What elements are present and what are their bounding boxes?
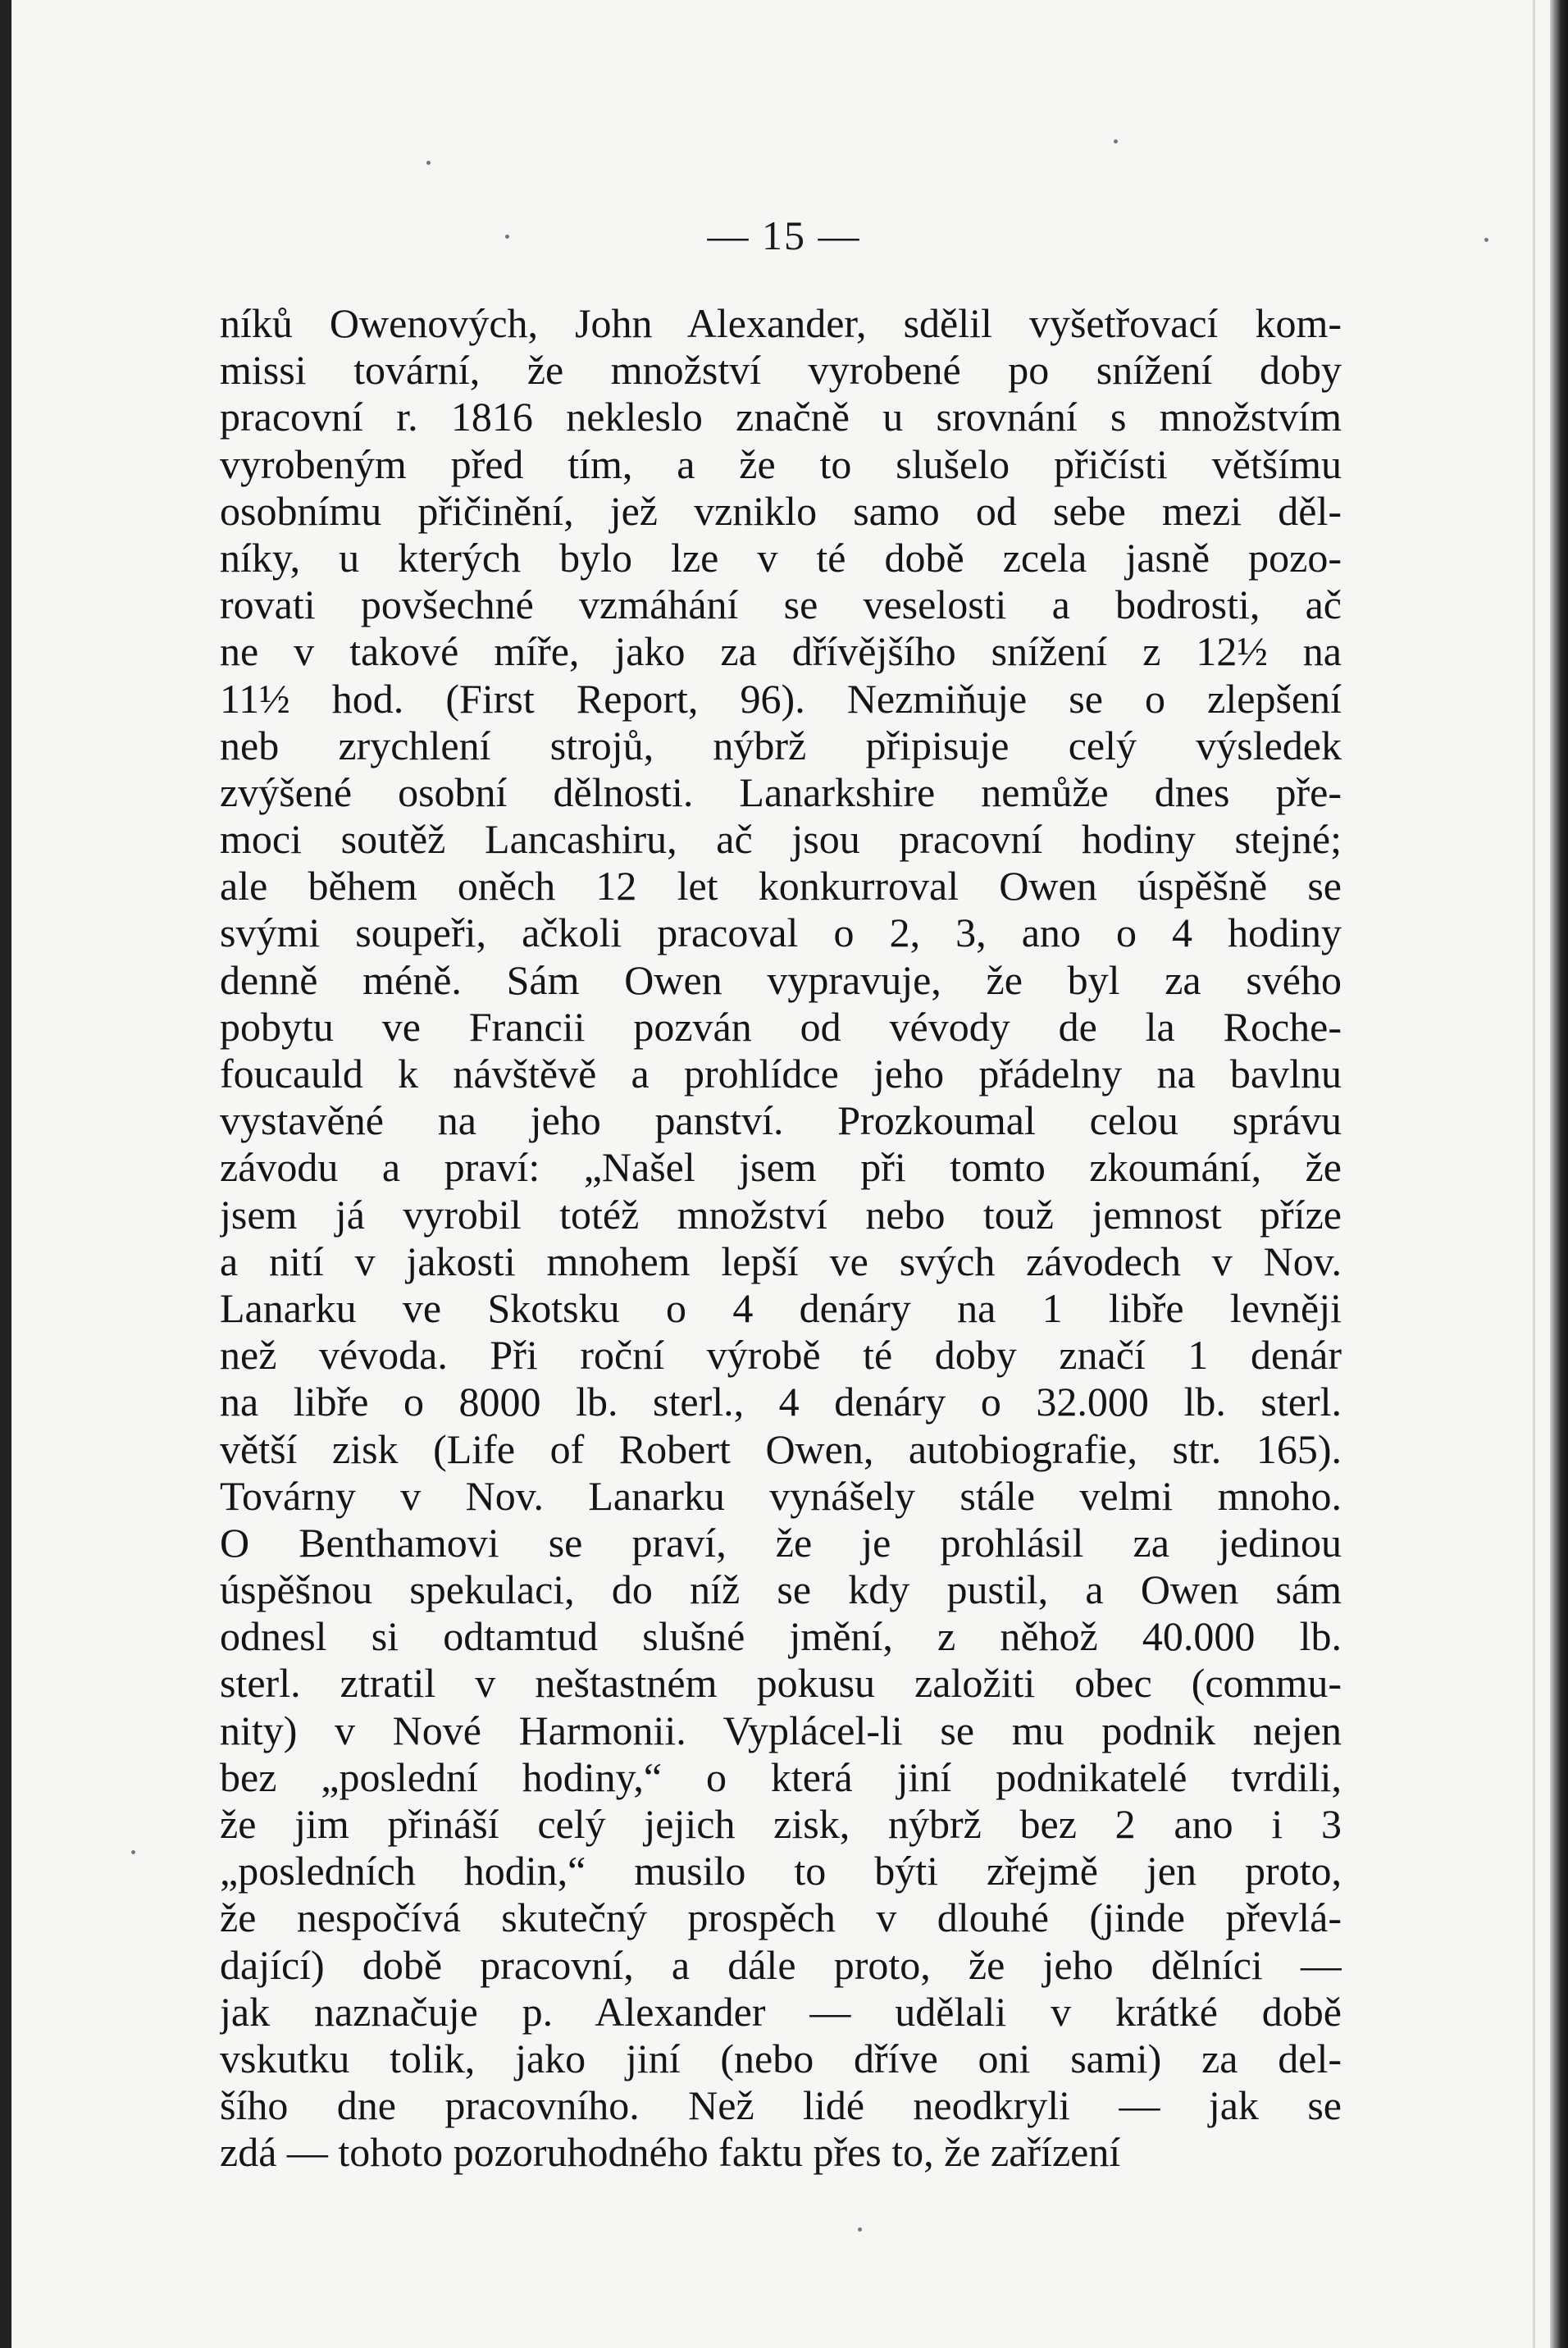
text-line: šího dne pracovního. Než lidé neodkryli — jak se bbox=[220, 2082, 1342, 2129]
scan-speck bbox=[131, 1850, 135, 1854]
text-line: úspěšnou spekulaci, do níž se kdy pustil, a Owen sám bbox=[220, 1566, 1342, 1613]
text-line: zvýšené osobní dělnosti. Lanarkshire nemůže dnes pře- bbox=[220, 768, 1342, 815]
page-left-edge bbox=[0, 0, 11, 2348]
text-line: než vévoda. Při roční výrobě té doby značí 1 denár bbox=[220, 1332, 1342, 1379]
body-text bbox=[220, 300, 1342, 2177]
text-line: pracovní r. 1816 nekleslo značně u srovnání s množstvím bbox=[220, 394, 1342, 440]
text-line: níky, u kterých bylo lze v té době zcela jasně pozo- bbox=[220, 534, 1342, 581]
text-line: nity) v Nové Harmonii. Vyplácel-li se mu podnik nejen bbox=[220, 1707, 1342, 1753]
text-line: odnesl si odtamtud slušné jmění, z něhož 40.000 lb. bbox=[220, 1613, 1342, 1660]
text-line: 11½ hod. (First Report, 96). Nezmiňuje se o zlepšení bbox=[220, 675, 1342, 722]
scan-speck bbox=[1114, 139, 1118, 144]
text-line: rovati povšechné vzmáhání se veselosti a bodrosti, ač bbox=[220, 581, 1342, 628]
page-fold-line bbox=[1533, 0, 1535, 2348]
text-line: ale během oněch 12 let konkurroval Owen úspěšně se bbox=[220, 863, 1342, 910]
text-line: sterl. ztratil v neštastném pokusu založiti obec (commu- bbox=[220, 1660, 1342, 1707]
text-line: svými soupeři, ačkoli pracoval o 2, 3, ano o 4 hodiny bbox=[220, 910, 1342, 956]
text-line: na libře o 8000 lb. sterl., 4 denáry o 32.000 lb. sterl. bbox=[220, 1379, 1342, 1425]
scan-speck bbox=[426, 161, 431, 165]
text-line: vyrobeným před tím, a že to slušelo přičísti většímu bbox=[220, 440, 1342, 487]
page-number: — 15 — bbox=[707, 212, 861, 258]
text-line: Továrny v Nov. Lanarku vynášely stále velmi mnoho. bbox=[220, 1472, 1342, 1519]
scan-speck bbox=[858, 2227, 862, 2232]
text-line: neb zrychlení strojů, nýbrž připisuje celý výsledek bbox=[220, 722, 1342, 768]
text-line: ne v takové míře, jako za dřívějšího snížení z 12½ na bbox=[220, 628, 1342, 675]
text-line: vystavěné na jeho panství. Prozkoumal celou správu bbox=[220, 1097, 1342, 1144]
text-line: O Benthamovi se praví, že je prohlásil za jedinou bbox=[220, 1519, 1342, 1566]
text-line: větší zisk (Life of Robert Owen, autobiografie, str. 165). bbox=[220, 1425, 1342, 1472]
text-line: vskutku tolik, jako jiní (nebo dříve oni sami) za del- bbox=[220, 2035, 1342, 2081]
text-line: moci soutěž Lancashiru, ač jsou pracovní hodiny stejné; bbox=[220, 816, 1342, 863]
text-line: a nití v jakosti mnohem lepší ve svých závodech v Nov. bbox=[220, 1238, 1342, 1284]
text-line: Lanarku ve Skotsku o 4 denáry na 1 libře levněji bbox=[220, 1284, 1342, 1331]
text-line: závodu a praví: „Našel jsem při tomto zkoumání, že bbox=[220, 1144, 1342, 1191]
text-line: pobytu ve Francii pozván od vévody de la Roche- bbox=[220, 1003, 1342, 1050]
text-line: „posledních hodin,“ musilo to býti zřejmě jen proto, bbox=[220, 1848, 1342, 1894]
text-line: že nespočívá skutečný prospěch v dlouhé (jinde převlá- bbox=[220, 1894, 1342, 1941]
text-line: jak naznačuje p. Alexander — udělali v krátké době bbox=[220, 1988, 1342, 2035]
text-line: denně méně. Sám Owen vypravuje, že byl za svého bbox=[220, 956, 1342, 1003]
text-line: jsem já vyrobil totéž množství nebo touž jemnost příze bbox=[220, 1191, 1342, 1238]
text-line: že jim přináší celý jejich zisk, nýbrž bez 2 ano i 3 bbox=[220, 1801, 1342, 1847]
text-line: níků Owenových, John Alexander, sdělil vyšetřovací kom- bbox=[220, 300, 1342, 346]
text-line: bez „poslední hodiny,“ o která jiní podnikatelé tvrdili, bbox=[220, 1753, 1342, 1800]
text-line: missi tovární, že množství vyrobené po snížení doby bbox=[220, 347, 1342, 394]
text-line: osobnímu přičinění, jež vzniklo samo od sebe mezi děl- bbox=[220, 487, 1342, 534]
text-line: zdá — tohoto pozoruhodného faktu přes to, že zařízení bbox=[220, 2129, 1121, 2176]
text-line: dající) době pracovní, a dále proto, že jeho dělníci — bbox=[220, 1941, 1342, 1988]
text-line: foucauld k návštěvě a prohlídce jeho přádelny na bavlnu bbox=[220, 1051, 1342, 1096]
page-right-edge bbox=[1550, 0, 1568, 2348]
